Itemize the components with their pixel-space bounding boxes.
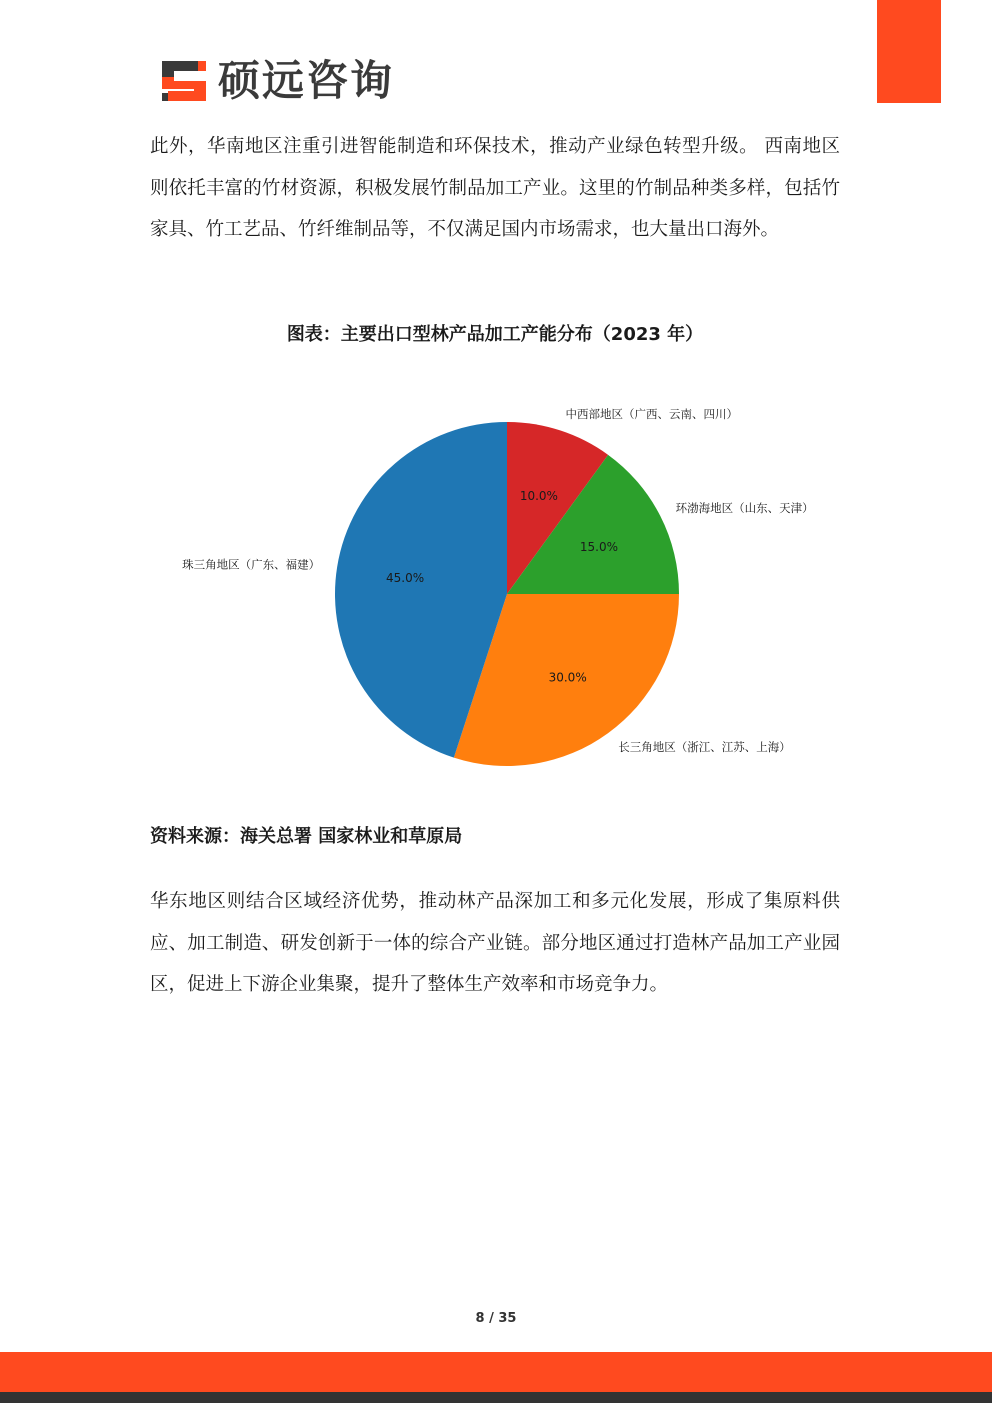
- page-number: 8 / 35: [475, 1311, 517, 1326]
- slice-percent-label-0: 10.0%: [519, 488, 558, 503]
- footer-dark-band: [0, 1392, 992, 1403]
- slice-percent-label-3: 45.0%: [386, 570, 425, 585]
- pie-chart: [0, 380, 992, 790]
- corner-accent-tab: [877, 0, 941, 103]
- logo-mark-icon: [160, 59, 208, 103]
- footer-orange-band: [0, 1352, 992, 1392]
- chart-title: 图表：主要出口型林产品加工产能分布（2023 年）: [286, 324, 704, 345]
- slice-percent-label-2: 30.0%: [548, 670, 587, 685]
- brand-logo: [160, 58, 394, 104]
- slice-category-label-1: 环渤海地区（山东、天津）: [675, 501, 814, 516]
- body-paragraph-1: 此外，华南地区注重引进智能制造和环保技术，推动产业绿色转型升级。 西南地区则依托丰富的竹材资源，积极发展竹制品加工产业。这里的竹制品种类多样，包括竹家具、竹工艺品、竹纤维制品等，不仅满足国内市场需求，也大量出口海外。: [150, 136, 840, 240]
- logo-text: 硕远咨询: [218, 56, 395, 105]
- slice-category-label-0: 中西部地区（广西、云南、四川）: [565, 407, 738, 422]
- slice-category-label-2: 长三角地区（浙江、江苏、上海）: [618, 740, 791, 755]
- source-note: 资料来源：海关总署 国家林业和草原局: [150, 826, 463, 847]
- slice-percent-label-1: 15.0%: [579, 540, 619, 555]
- body-paragraph-2: 华东地区则结合区域经济优势，推动林产品深加工和多元化发展，形成了集原料供应、加工制造、研发创新于一体的综合产业链。部分地区通过打造林产品加工产业园区，促进上下游企业集聚，提升了整体生产效率和市场竞争力。: [150, 891, 840, 995]
- slice-category-label-3: 珠三角地区（广东、福建）: [182, 557, 321, 572]
